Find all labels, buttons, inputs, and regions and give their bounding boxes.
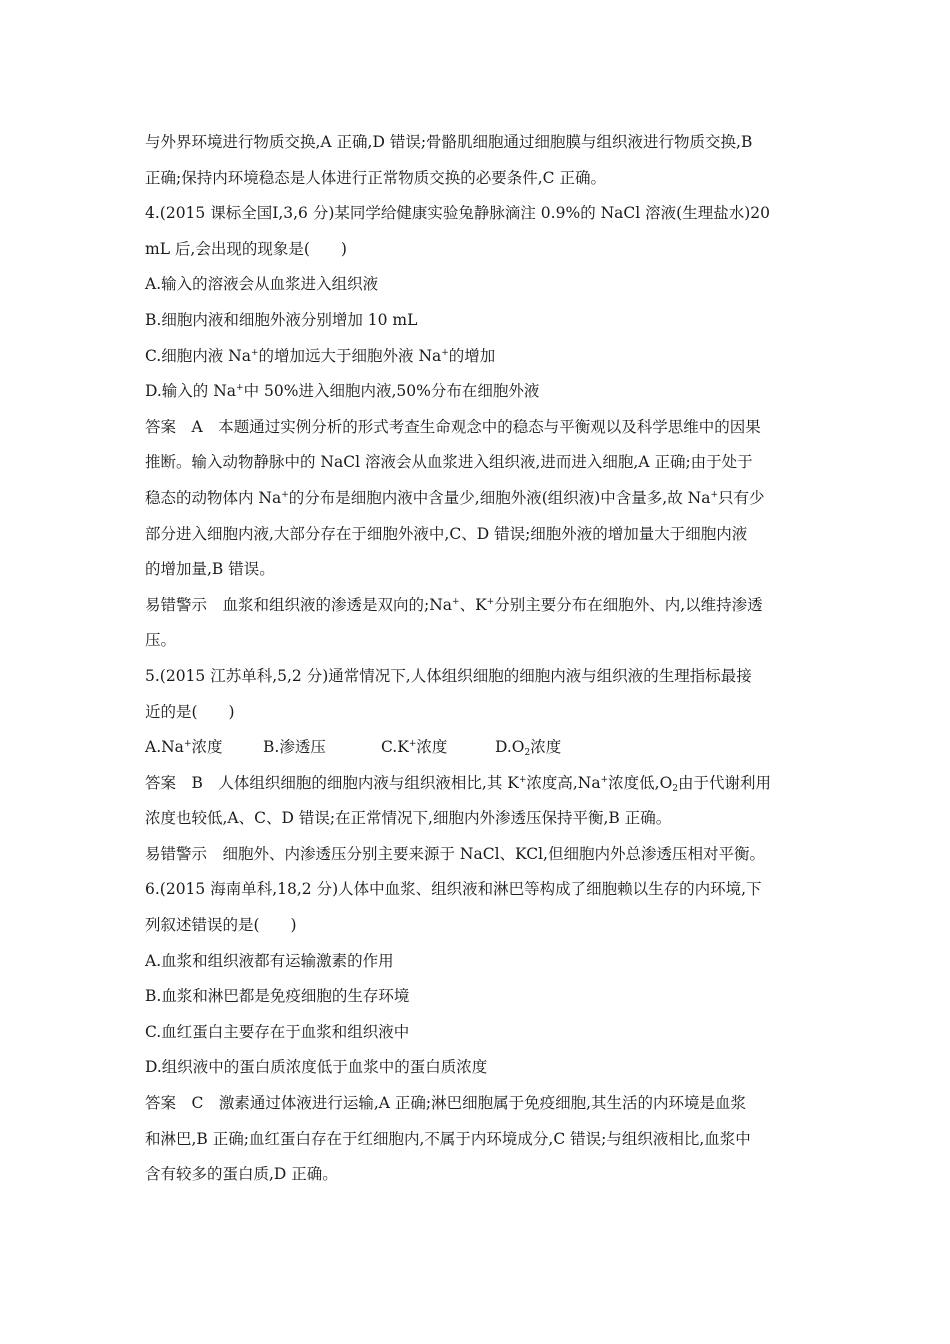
q6-option-d: D.组织液中的蛋白质浓度低于血浆中的蛋白质浓度: [145, 1058, 488, 1077]
q4-option-a: A.输入的溶液会从血浆进入组织液: [145, 275, 379, 294]
q5-option-b: B.渗透压: [263, 738, 326, 757]
q6-stem-line-2: 列叙述错误的是( ): [145, 916, 297, 935]
q4-stem-line-1: 4.(2015 课标全国Ⅰ,3,6 分)某同学给健康实验兔静脉滴注 0.9%的 NaCl 溶液(生理盐水)20: [145, 204, 770, 223]
q4-option-d: [145, 374, 810, 410]
q5-answer-line-1: [145, 766, 810, 802]
q4-warning-text-2: 、K: [459, 595, 487, 614]
q5-option-c-text-2: 浓度: [416, 738, 448, 757]
superscript: +: [236, 383, 244, 394]
superscript: +: [600, 774, 609, 785]
superscript: +: [281, 489, 289, 500]
q5-option-a: [145, 730, 263, 766]
superscript: +: [183, 739, 192, 750]
q4-option-d-text-2: 中 50%进入细胞内液,50%分布在细胞外液: [243, 382, 540, 401]
superscript: +: [710, 489, 719, 500]
q5-option-d-text-2: 浓度: [530, 738, 562, 757]
q4-option-c-text-3: 的增加: [448, 346, 496, 365]
q5-answer-text-3: 浓度低,O: [608, 773, 673, 792]
q4-answer-line-3-text-2: 的分布是细胞内液中含量少,细胞外液(组织液)中含量多,故 Na: [288, 488, 711, 507]
document-page: [145, 125, 810, 1193]
q4-answer-line-2: 推断。输入动物静脉中的 NaCl 溶液会从血浆进入组织液,进而进入细胞,A 正确;由于处于: [145, 453, 753, 472]
subscript: 2: [672, 783, 679, 794]
superscript: +: [441, 347, 449, 358]
q6-option-a: A.血浆和组织液都有运输激素的作用: [145, 951, 394, 970]
q5-option-a-text-1: A.Na: [145, 738, 184, 757]
subscript: 2: [524, 748, 531, 759]
q5-option-a-text-2: 浓度: [191, 738, 223, 757]
q4-stem-line-2: mL 后,会出现的现象是( ): [145, 239, 347, 258]
q6-option-c: C.血红蛋白主要存在于血浆和组织液中: [145, 1022, 410, 1041]
continuation-line-2: 正确;保持内环境稳态是人体进行正常物质交换的必要条件,C 正确。: [145, 168, 606, 187]
superscript: +: [452, 596, 460, 607]
q6-answer-line-2: 和淋巴,B 正确;血红蛋白存在于红细胞内,不属于内环境成分,C 错误;与组织液相比,血浆中: [145, 1129, 751, 1148]
q4-option-d-text-1: D.输入的 Na: [145, 382, 237, 401]
q5-option-c: [381, 730, 495, 766]
q4-answer-line-3: [145, 481, 810, 517]
q4-answer-line-1: 答案 A 本题通过实例分析的形式考查生命观念中的稳态与平衡观以及科学思维中的因果: [145, 417, 761, 436]
superscript: +: [518, 774, 527, 785]
continuation-line-1: 与外界环境进行物质交换,A 正确,D 错误;骨骼肌细胞通过细胞膜与组织液进行物质交换,B: [145, 133, 753, 151]
q5-warning: 易错警示 细胞外、内渗透压分别主要来源于 NaCl、KCl,但细胞内外总渗透压相对平衡。: [145, 844, 765, 863]
q5-options: [145, 730, 810, 766]
q5-stem-line-2: 近的是( ): [145, 702, 235, 721]
q6-answer-line-3: 含有较多的蛋白质,D 正确。: [145, 1165, 338, 1184]
q5-option-d: [495, 730, 561, 766]
q4-warning-text-1: 易错警示 血浆和组织液的渗透是双向的;Na: [145, 595, 453, 614]
superscript: +: [486, 596, 495, 607]
q4-option-b: B.细胞内液和细胞外液分别增加 10 mL: [145, 310, 418, 329]
q4-answer-line-4: 部分进入细胞内液,大部分存在于细胞外液中,C、D 错误;细胞外液的增加量大于细胞内液: [145, 524, 748, 543]
q6-stem-line-1: 6.(2015 海南单科,18,2 分)人体中血浆、组织液和淋巴等构成了细胞赖以生存的内环境,下: [145, 880, 762, 899]
q4-answer-line-5: 的增加量,B 错误。: [145, 560, 275, 579]
superscript: +: [408, 739, 417, 750]
q5-stem-line-1: 5.(2015 江苏单科,5,2 分)通常情况下,人体组织细胞的细胞内液与组织液的生理指标最接: [145, 666, 752, 685]
superscript: +: [250, 347, 259, 358]
q5-option-c-text-1: C.K: [381, 738, 409, 757]
q4-warning-line-1: [145, 588, 810, 624]
q5-option-d-text-1: D.O: [495, 738, 525, 757]
q6-option-b: B.血浆和淋巴都是免疫细胞的生存环境: [145, 987, 410, 1006]
q4-answer-line-3-text-1: 稳态的动物体内 Na: [145, 488, 282, 507]
q4-warning-line-2: 压。: [145, 631, 177, 650]
q5-answer-line-2: 浓度也较低,A、C、D 错误;在正常情况下,细胞内外渗透压保持平衡,B 正确。: [145, 809, 672, 828]
q4-answer-line-3-text-3: 只有少: [718, 488, 765, 507]
q5-answer-text-1: 答案 B 人体组织细胞的细胞内液与组织液相比,其 K: [145, 773, 519, 792]
q4-option-c-text-2: 的增加远大于细胞外液 Na: [258, 346, 442, 365]
q4-warning-text-3: 分别主要分布在细胞外、内,以维持渗透: [494, 595, 763, 614]
q6-answer-line-1: 答案 C 激素通过体液进行运输,A 正确;淋巴细胞属于免疫细胞,其生活的内环境是血浆: [145, 1094, 747, 1113]
q5-answer-text-2: 浓度高,Na: [526, 773, 601, 792]
q5-answer-text-4: 由于代谢利用: [678, 773, 772, 792]
q4-option-c: [145, 339, 810, 375]
q4-option-c-text-1: C.细胞内液 Na: [145, 346, 251, 365]
